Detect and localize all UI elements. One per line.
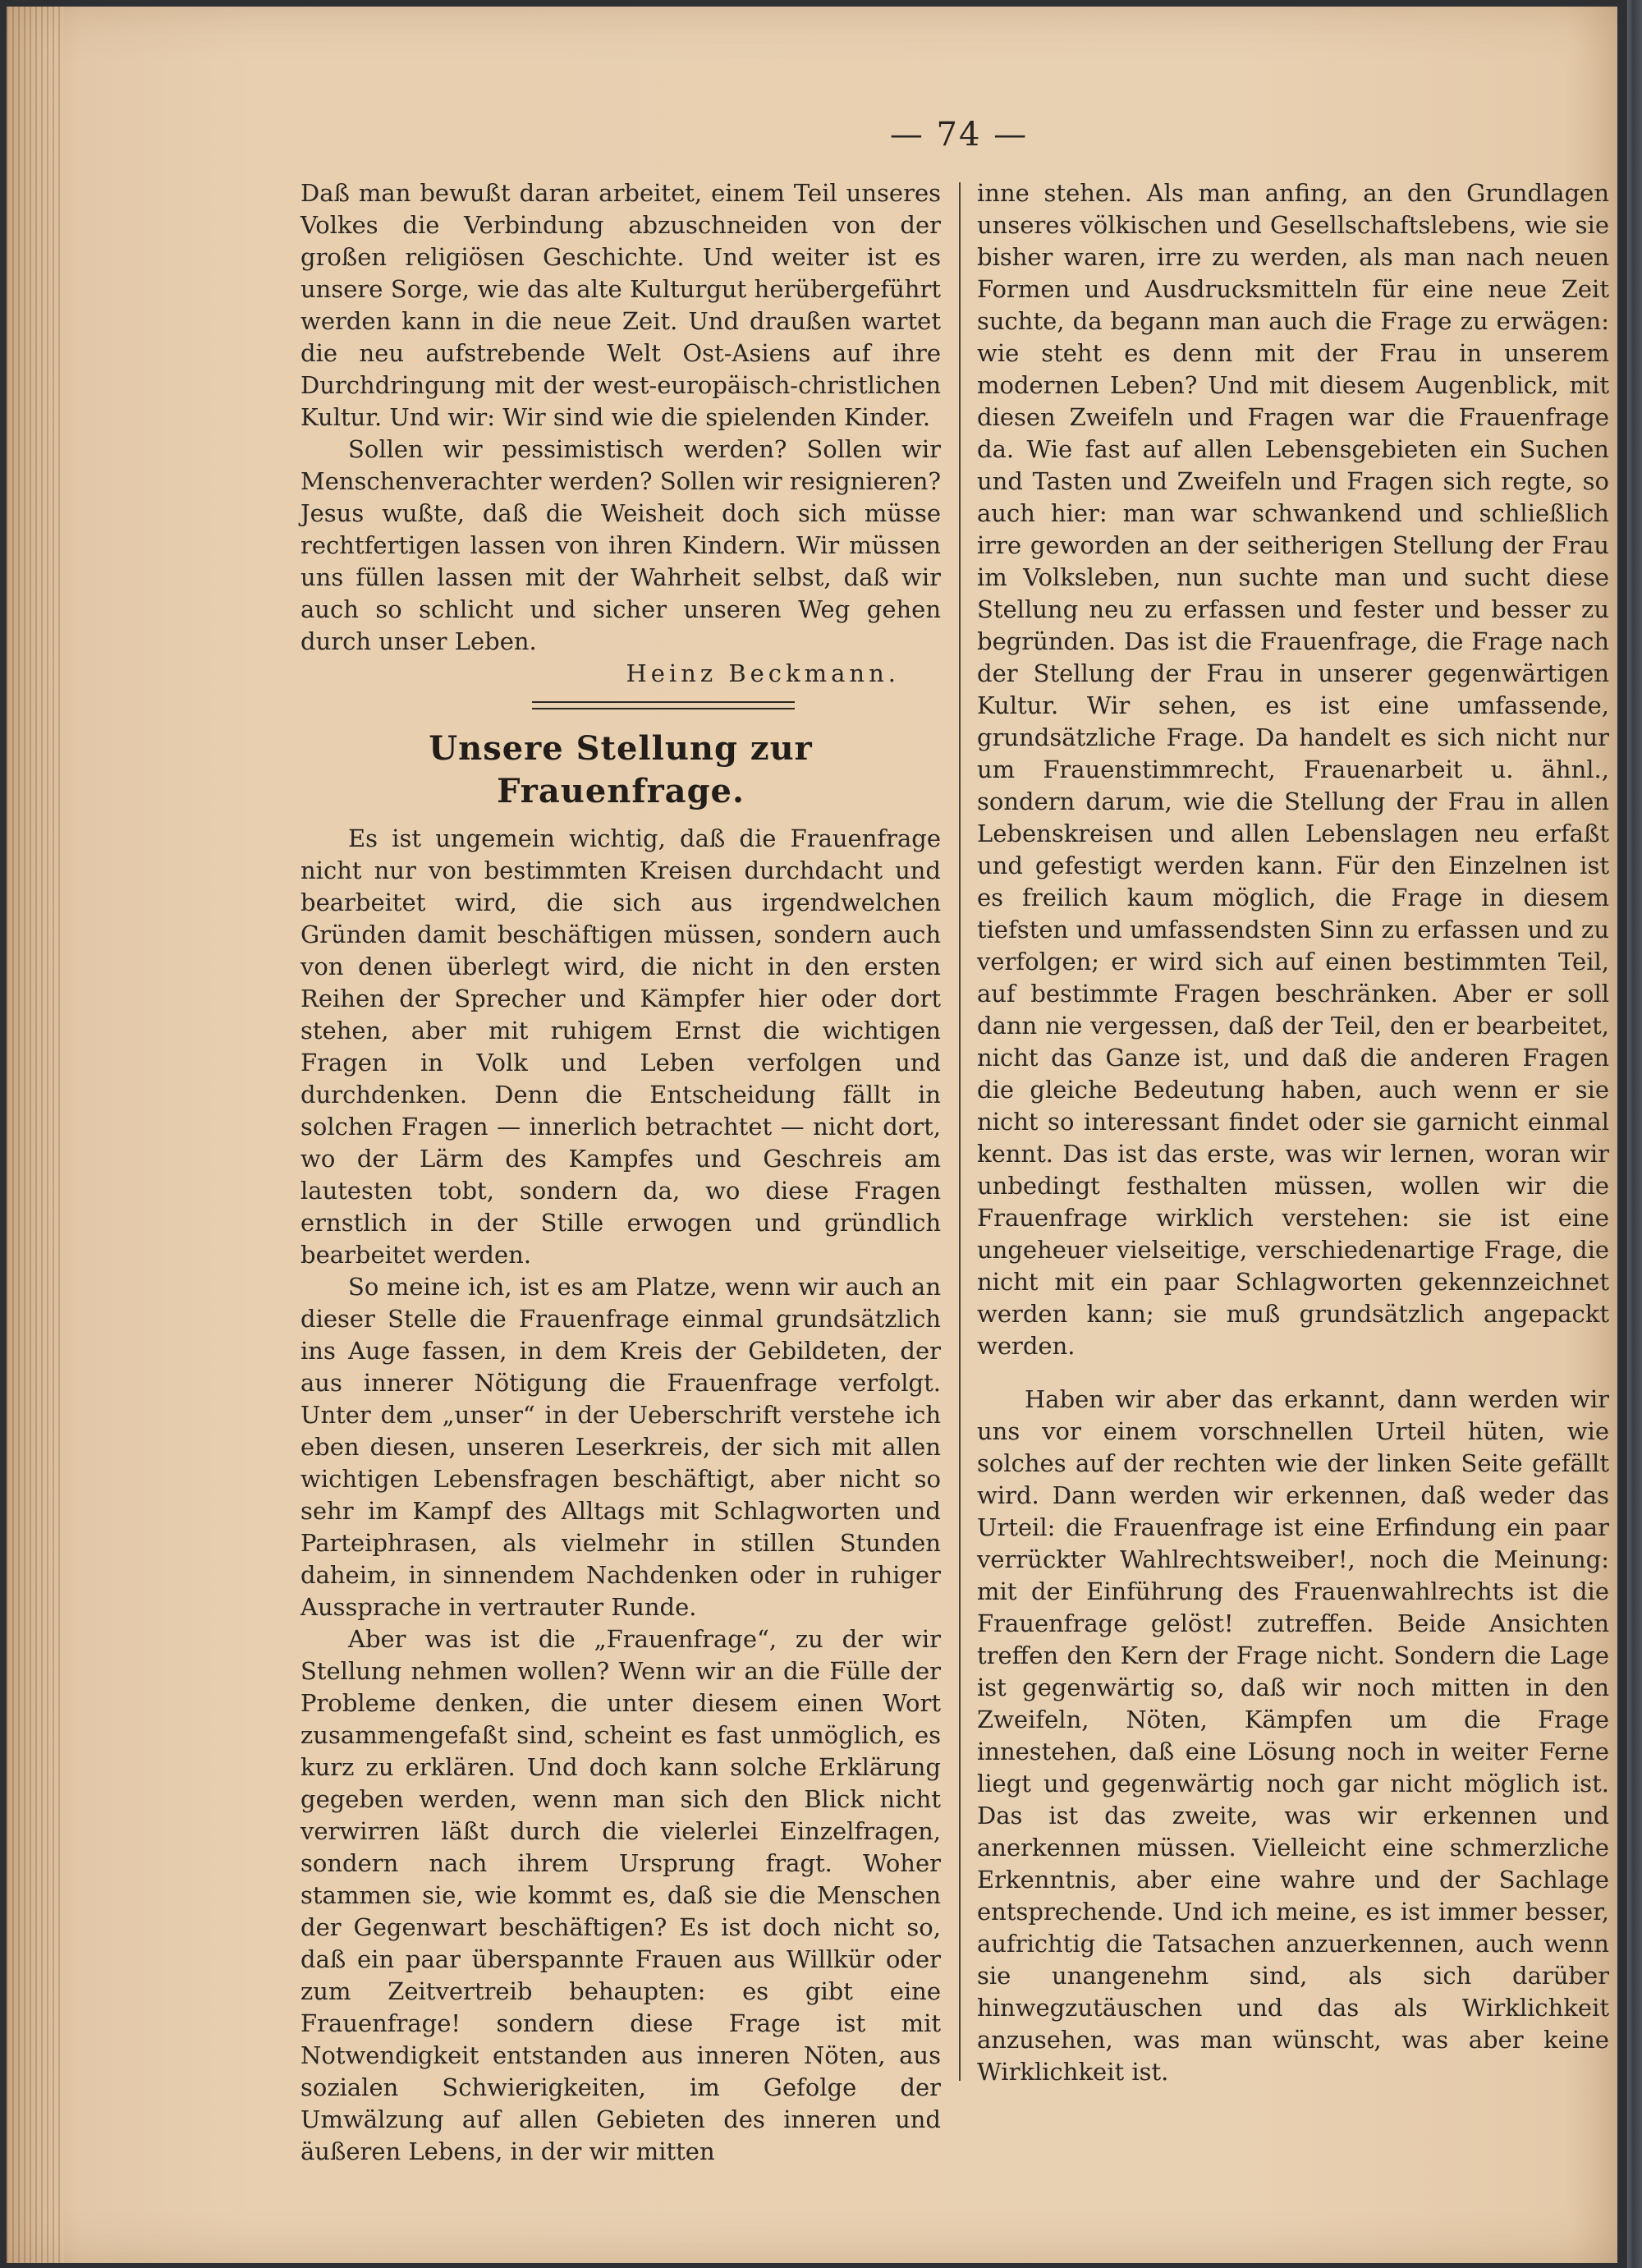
intro-paragraph-2: Sollen wir pessimistisch werden? Sollen wir Menschenverachter werden? Sollen wir resignieren? Jesus wußte, daß die Weisheit doch sich müsse rechtfertigen lassen von ihren Kindern. Wir müssen uns füllen lassen mit der Wahrheit selbst, daß wir auch so schlicht und sicher unseren Weg gehen durch unser Leben. [300,435,941,655]
author-signature: Heinz Beckmann. [626,659,900,687]
right-paragraph-1: inne stehen. Als man anfing, an den Grundlagen unseres völkischen und Gesellschaftslebens, wie sie bisher waren, irre zu werden, als man nach neuen Formen und Ausdrucksmitteln für eine neue Zeit suchte, da begann man auch die Frage zu erwägen: wie steht es denn mit der Frau in unserem modernen Leben? Und mit diesem Augenblick, mit diesen Zweifeln und Fragen war die Frauenfrage da. Wie fast auf allen Lebensgebieten ein Suchen und Tasten und Zweifeln und Fragen sich regte, so auch hier: man war schwankend und schließlich irre geworden an der seitherigen Stellung der Frau im Volksleben, nun suchte man und sucht diese Stellung neu zu erfassen und fester und besser zu begründen. Das ist die Frauenfrage, die Frage nach der Stellung der Frau in unserer gegenwärtigen Kultur. Wir sehen, es ist eine umfassende, grundsätzliche Frage. Da handelt es sich nicht nur um Frauenstimmrecht, Frauenarbeit u. ähnl., sondern darum, wie die Stellung der Frau in allen Lebenskreisen und allen Lebenslagen neu erfaßt und gefestigt werden kann. Für den Einzelnen ist es freilich kaum möglich, die Frage in diesem tiefsten und umfassendsten Sinn zu erfassen und zu verfolgen; er wird sich auf einen bestimmten Teil, auf bestimmte Fragen beschränken. Aber er soll dann nie vergessen, daß der Teil, den er bearbeitet, nicht das Ganze ist, und daß die anderen Fragen die gleiche Bedeutung haben, auch wenn er sie nicht so interessant findet oder sie garnicht einmal kennt. Das ist das erste, was wir lernen, woran wir unbedingt festhalten müssen, wollen wir die Frauenfrage wirklich verstehen: sie ist eine ungeheuer vielseitige, verschiedenartige Frage, die nicht mit ein paar Schlagworten gekennzeichnet werden kann; sie muß grundsätzlich angepackt werden. [977,179,1609,1360]
article-paragraph-1: Es ist ungemein wichtig, daß die Frauenfrage nicht nur von bestimmten Kreisen durchdacht und bearbeitet wird, die sich aus irgendwelchen Gründen damit beschäftigen müssen, sondern auch von denen überlegt wird, die nicht in den ersten Reihen der Sprecher und Kämpfer hier oder dort stehen, aber mit ruhigem Ernst die wichtigen Fragen in Volk und Leben verfolgen und durchdenken. Denn die Entscheidung fällt in solchen Fragen — innerlich betrachtet — nicht dort, wo der Lärm des Kampfes und Geschreis am lautesten tobt, sondern da, wo diese Fragen ernstlich in der Stille erwogen und gründlich bearbeitet werden. [300,824,941,1269]
left-column [300,177,941,2168]
book-page [7,7,1617,2263]
article-paragraph-3: Aber was ist die „Frauenfrage“, zu der wir Stellung nehmen wollen? Wenn wir an die Fülle der Probleme denken, die unter diesem einen Wort zusammengefaßt sind, scheint es fast unmöglich, es kurz zu erklären. Und doch kann solche Erklärung gegeben werden, wenn man sich den Blick nicht verwirren läßt durch die vielerlei Einzelfragen, sondern nach ihrem Ursprung fragt. Woher stammen sie, wie kommt es, daß sie die Menschen der Gegenwart beschäftigen? Es ist doch nicht so, daß ein paar überspannte Frauen aus Willkür oder zum Zeitvertreib behaupten: es gibt eine Frauenfrage! sondern diese Frage ist mit Notwendigkeit entstanden aus inneren Nöten, aus sozialen Schwierigkeiten, im Gefolge der Umwälzung auf allen Gebieten des inneren und äußeren Lebens, in der wir mitten [300,1625,941,2165]
page-gutter-edge [7,7,64,2263]
section-title: Unsere Stellung zur Frauenfrage. [429,729,813,810]
article-paragraph-2: So meine ich, ist es am Platze, wenn wir auch an dieser Stelle die Frauenfrage einmal grundsätzlich ins Auge fassen, in dem Kreis der Gebildeten, der aus innerer Nötigung die Frauenfrage verfolgt. Unter dem „unser“ in der Ueberschrift verstehe ich eben diesen, unseren Leserkreis, der sich mit allen wichtigen Lebensfragen beschäftigt, aber nicht so sehr im Kampf des Alltags mit Schlagworten und Parteiphrasen, als vielmehr in stillen Stunden daheim, in sinnendem Nachdenken oder in ruhiger Aussprache in vertrauter Runde. [300,1273,941,1621]
column-divider [959,182,961,2081]
right-paragraph-2: Haben wir aber das erkannt, dann werden wir uns vor einem vorschnellen Urteil hüten, wie solches auf der rechten wie der linken Seite gefällt wird. Dann werden wir erkennen, daß weder das Urteil: die Frauenfrage ist eine Erfindung ein paar verrückter Wahlrechtsweiber!, noch die Meinung: mit der Einführung des Frauenwahlrechts ist die Frauenfrage gelöst! zutreffen. Beide Ansichten treffen den Kern der Frage nicht. Sondern die Lage ist gegenwärtig so, daß wir noch mitten in den Zweifeln, Nöten, Kämpfen um die Frage innestehen, daß eine Lösung noch in weiter Ferne liegt und gegenwärtig noch gar nicht möglich ist. Das ist das zweite, was wir erkennen und anerkennen müssen. Vielleicht eine schmerzliche Erkenntnis, aber eine wahre und der Sachlage entsprechende. Und ich meine, es ist immer besser, aufrichtig die Tatsachen anzuerkennen, auch wenn sie unangenehm sind, als sich darüber hinwegzutäuschen und das als Wirklichkeit anzusehen, was man wünscht, was aber keine Wirklichkeit ist. [977,1385,1609,2086]
book-cover-edge [1627,0,1642,2268]
page-number: — 74 — [889,116,1029,154]
section-divider [532,701,795,709]
intro-paragraph-1: Daß man bewußt daran arbeitet, einem Teil unseres Volkes die Verbindung abzuschneiden von der großen religiösen Geschichte. Und weiter ist es unsere Sorge, wie das alte Kulturgut herübergeführt werden kann in die neue Zeit. Und draußen wartet die neu aufstrebende Welt Ost-Asiens auf ihre Durchdringung mit der west-europäisch-christlichen Kultur. Und wir: Wir sind wie die spielenden Kinder. [300,179,941,431]
right-column [977,177,1609,2088]
